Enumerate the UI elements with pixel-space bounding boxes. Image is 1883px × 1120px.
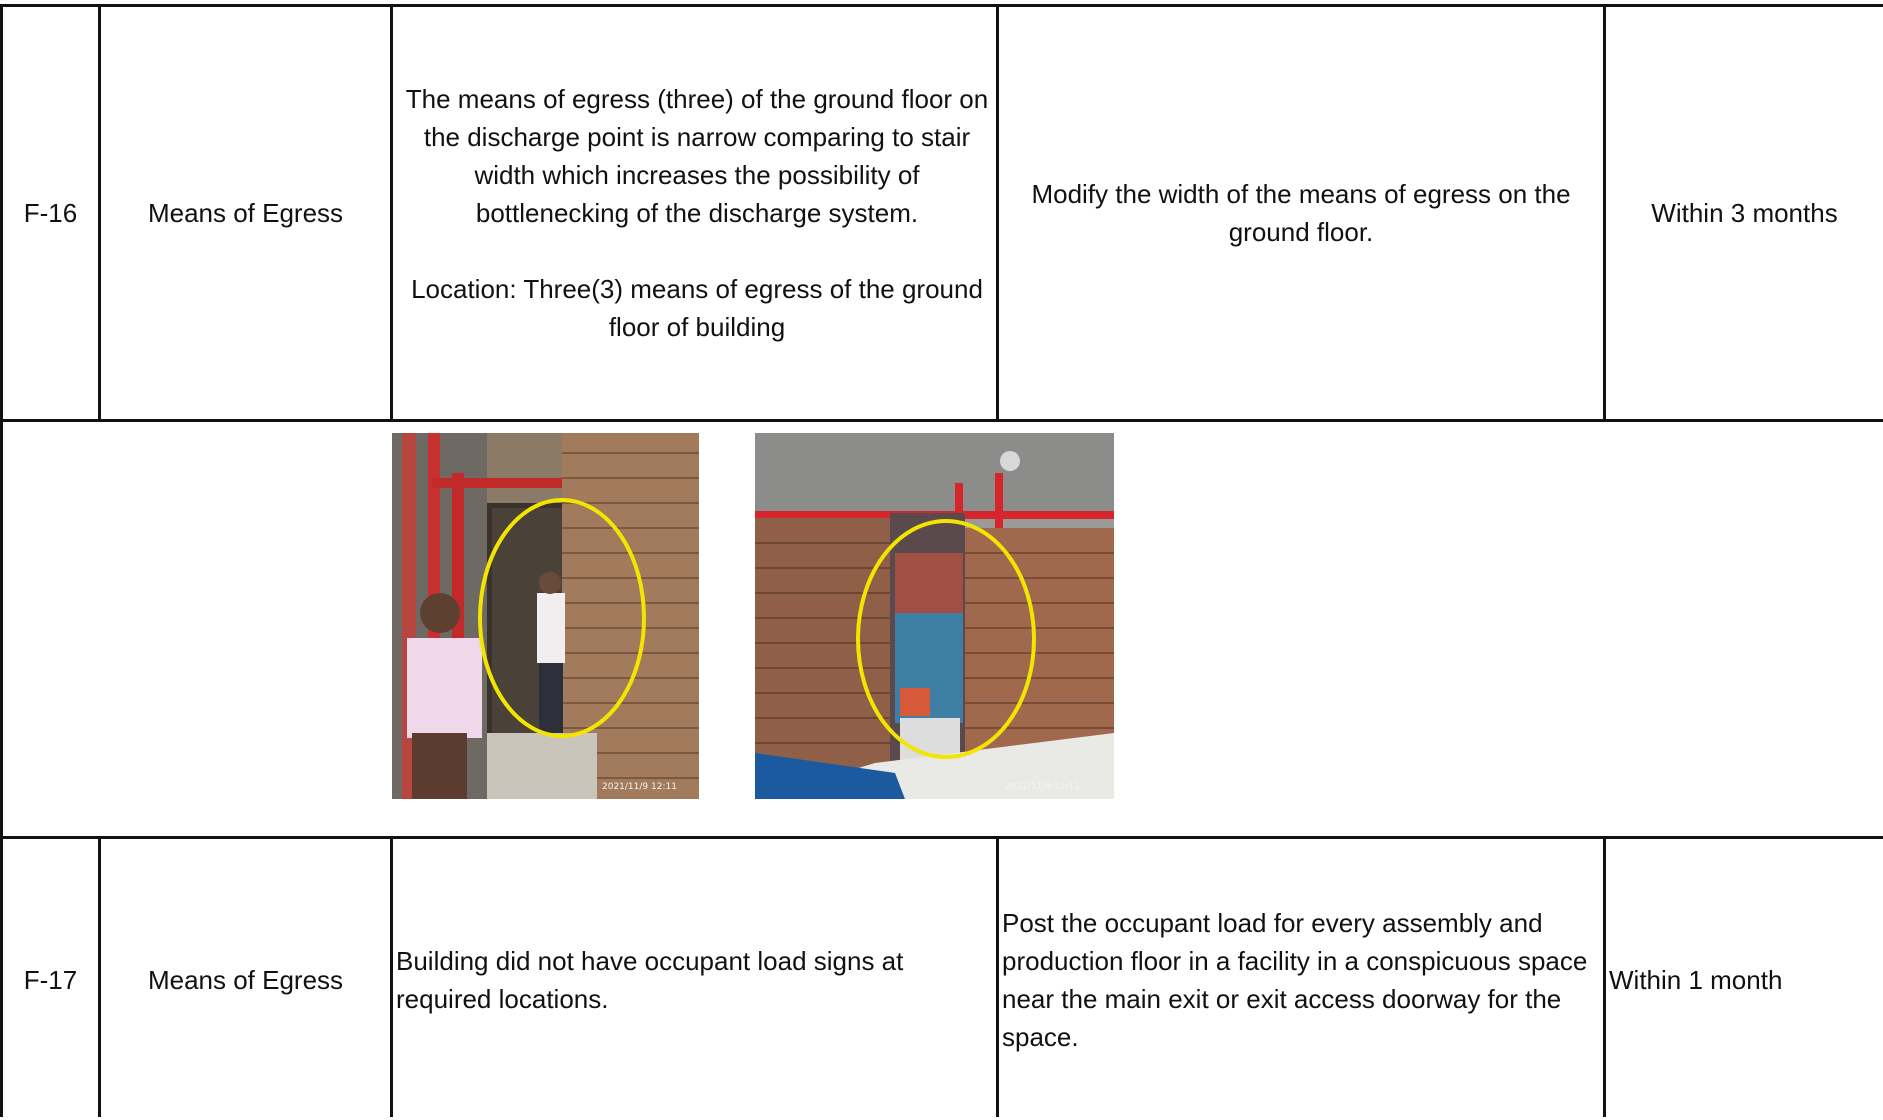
category-label: Means of Egress: [147, 198, 344, 228]
finding-description-cell: [400, 7, 994, 419]
timeline-text: Within 3 months: [1651, 198, 1838, 228]
finding-id-cell-2: [3, 839, 98, 1120]
recommendation-text: Modify the width of the means of egress on the ground floor.: [1031, 179, 1571, 247]
timeline-text-2: Within 1 month: [1609, 964, 1783, 995]
finding-id: F-16: [23, 198, 78, 228]
recommendation-cell: [1004, 7, 1598, 419]
category-cell: [101, 7, 390, 419]
col-border-finding: [996, 4, 999, 422]
photo-1-timestamp: 2021/11/9 12:11: [602, 782, 677, 792]
photo-2-timestamp: 2021/11/9 12:11: [1005, 782, 1080, 792]
category-cell-2: [101, 839, 390, 1120]
col-border-recommendation-2: [1603, 836, 1606, 1117]
timeline-cell: [1606, 7, 1883, 419]
finding-id-2: F-17: [23, 964, 78, 995]
egress-photo-1: [392, 433, 699, 799]
finding-id-cell: [3, 7, 98, 419]
row-border-f16-bottom: [0, 419, 1883, 422]
recommendation-cell-2: [1002, 839, 1598, 1120]
egress-photo-2: [755, 433, 1114, 799]
recommendation-text-2: Post the occupant load for every assembly and production floor in a facility in a conspicuous space near the main exit or exit access doorway for the space.: [1002, 907, 1588, 1052]
finding-description: The means of egress (three) of the ground floor on the discharge point is narrow comparing to stair width which increases the possibility of bottlenecking of the discharge system.: [405, 84, 989, 228]
finding-description-2: Building did not have occupant load signs at required locations.: [396, 945, 904, 1014]
finding-location: Location: Three(3) means of egress of the ground floor of building: [411, 274, 983, 342]
col-border-category: [390, 4, 393, 422]
col-border-finding-2: [996, 836, 999, 1117]
timeline-cell-2: [1609, 839, 1883, 1120]
egress-photo-1-image: [392, 433, 699, 799]
egress-photo-2-image: [755, 433, 1114, 799]
col-border-category-2: [390, 836, 393, 1117]
category-label-2: Means of Egress: [147, 964, 344, 995]
finding-description-cell-2: [396, 839, 986, 1120]
paragraph-gap: [400, 232, 994, 270]
